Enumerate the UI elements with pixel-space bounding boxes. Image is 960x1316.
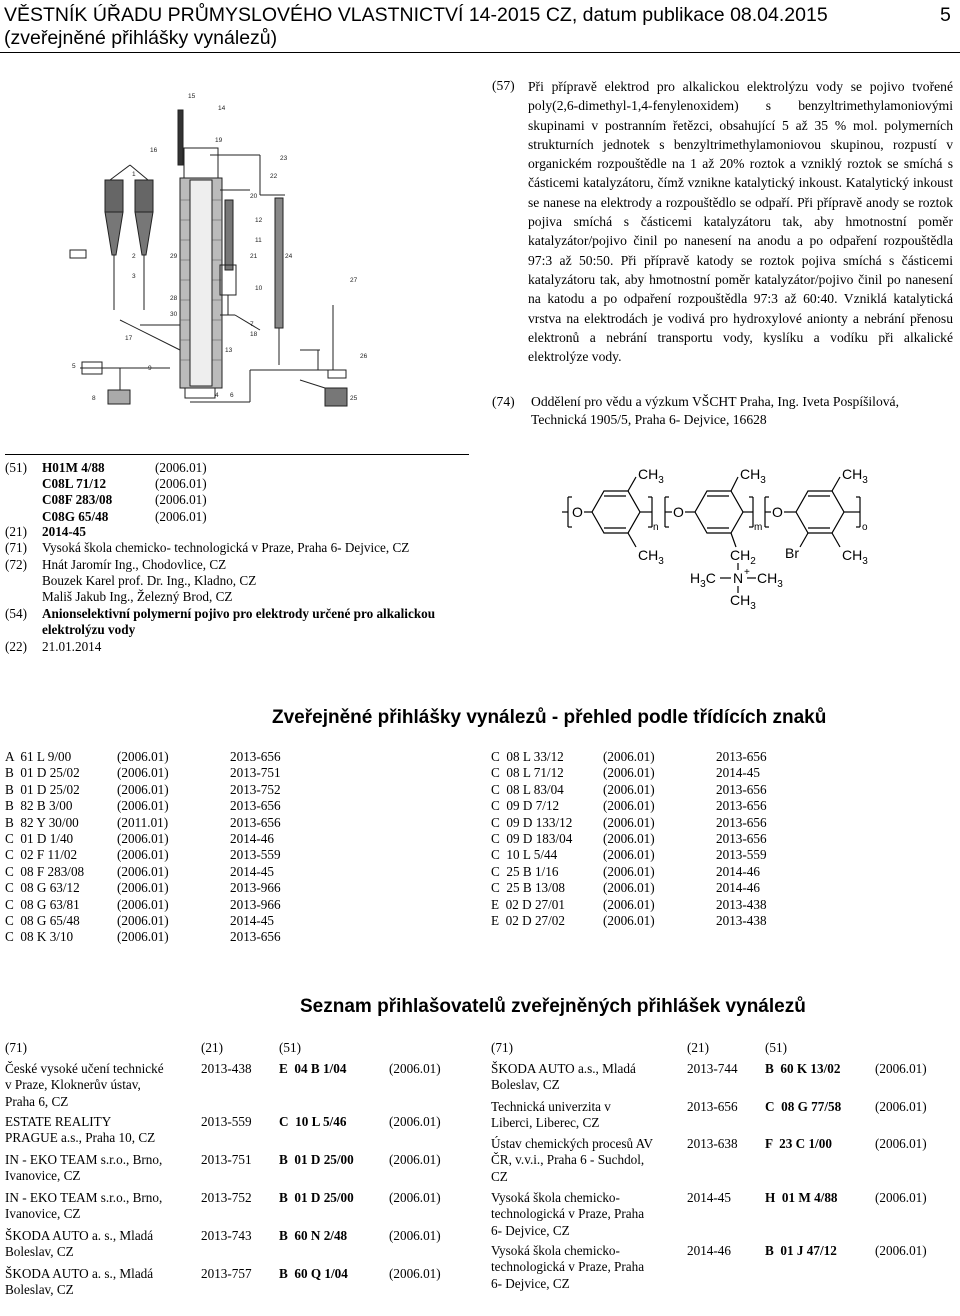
classification-row [5, 913, 305, 929]
index-o: o [862, 522, 868, 533]
application-number: 2013-656 [230, 749, 281, 764]
app-code: (21) [5, 524, 27, 539]
applicant-name-line: Boleslav, CZ [5, 1282, 74, 1298]
part-number-label: 17 [125, 335, 133, 342]
class-version: (2006.01) [603, 913, 655, 928]
class-version: (2011.01) [117, 814, 169, 830]
methyl-label: $CH_3$ [638, 547, 664, 567]
part-number-label: 11 [255, 237, 262, 244]
class-version: (2006.01) [117, 913, 169, 928]
methyl-label: $CH_3$ [638, 466, 664, 486]
part-number-label: 22 [270, 173, 278, 180]
application-number: 2013-559 [230, 847, 281, 863]
class-version: (2006.01) [603, 880, 655, 896]
ipc-class: B 01 D 25/00 [279, 1152, 354, 1167]
filing-date: 21.01.2014 [42, 639, 102, 654]
ipc-row [42, 509, 262, 525]
class-code: E 02 D 27/01 [491, 896, 565, 912]
ipc-class: B 01 J 47/12 [765, 1243, 837, 1258]
class-version: (2006.01) [603, 831, 655, 846]
application-number: 2013-656 [716, 781, 767, 797]
header-rule [0, 52, 960, 53]
application-number: 2014-46 [687, 1243, 731, 1258]
part-number-label: 19 [215, 137, 223, 144]
applicant-name-line: technologická v Praze, Praha [491, 1259, 645, 1275]
applicant-name [491, 1136, 653, 1185]
applicant-name-line: ŠKODA AUTO a. s., Mladá [5, 1228, 154, 1243]
application-number: 2014-45 [230, 863, 274, 879]
ipc-version: (2006.01) [389, 1152, 441, 1167]
ipc-row [42, 492, 262, 508]
application-number: 2013-438 [716, 896, 767, 912]
applicant-name-line: IN - EKO TEAM s.r.o., Brno, [5, 1152, 163, 1167]
applicant-entry [491, 1243, 951, 1293]
attorney-line: Oddělení pro vědu a výzkum VŠCHT Praha, Ing. Iveta Pospíšilová, [531, 394, 899, 409]
applicant-name-line: Ivanovice, CZ [5, 1206, 81, 1222]
ipc-class: C08G 65/48 [42, 508, 109, 524]
applicant-name-line: ESTATE REALITY [5, 1114, 112, 1129]
applicant-name [491, 1099, 611, 1132]
application-number: 2013-751 [230, 765, 281, 781]
class-code: C 09 D 183/04 [491, 831, 573, 846]
applicant-name-line: v Praze, Kloknerův ústav, [5, 1077, 141, 1093]
applicant-name-line: technologická v Praze, Praha [491, 1206, 645, 1222]
classification-row [491, 749, 791, 765]
charge-label: + [744, 567, 750, 578]
class-code: C 25 B 1/16 [491, 863, 559, 879]
oxygen-label: O [673, 504, 684, 520]
applicants-title: Seznam přihlašovatelů zveřejněných přihlášek vynálezů [300, 996, 806, 1017]
biblio-rule [5, 454, 469, 455]
application-number: 2013-656 [230, 798, 281, 814]
applicant-name-line: Ústav chemických procesů AV [491, 1136, 653, 1151]
class-code: C 08 L 83/04 [491, 781, 564, 797]
part-number-label: 6 [230, 392, 234, 399]
applicant-entry [491, 1136, 951, 1186]
ipc-class: B 60 K 13/02 [765, 1061, 841, 1076]
part-number-label: 13 [225, 347, 233, 354]
application-number: 2013-438 [716, 913, 767, 928]
part-number-label: 29 [170, 253, 178, 260]
date-code: (22) [5, 639, 27, 654]
part-number-label: 3 [132, 273, 136, 280]
col-header: (71) [491, 1040, 513, 1055]
ipc-class: B 01 D 25/00 [279, 1190, 354, 1205]
applicants-header-right [491, 1040, 941, 1060]
part-number-label: 18 [250, 331, 258, 338]
oxygen-label: O [572, 504, 583, 520]
classification-row [491, 864, 791, 880]
application-number: 2013-638 [687, 1136, 738, 1151]
class-code: C 08 G 63/81 [5, 896, 80, 912]
class-code: C 08 F 283/08 [5, 863, 85, 879]
index-n: n [653, 522, 659, 533]
applicant-name-line: 6- Dejvice, CZ [491, 1222, 570, 1238]
applicant-entry [491, 1190, 951, 1240]
application-number: 2013-752 [201, 1190, 252, 1205]
title-code: (54) [5, 606, 27, 621]
classification-row [5, 798, 305, 814]
part-number-label: 14 [218, 105, 226, 112]
ipc-version: (2006.01) [389, 1114, 441, 1129]
applicant-name [491, 1061, 636, 1094]
classification-row [5, 831, 305, 847]
applicant-name-line: Technická univerzita v [491, 1099, 611, 1114]
applicant-name-line: PRAGUE a.s., Praha 10, CZ [5, 1130, 156, 1146]
class-version: (2006.01) [603, 781, 655, 797]
classification-row [5, 880, 305, 896]
ipc-version: (2006.01) [389, 1228, 441, 1243]
part-number-label: 26 [360, 353, 368, 360]
application-number: 2013-966 [230, 896, 281, 912]
part-number-label: 30 [170, 311, 178, 318]
ipc-class: C 10 L 5/46 [279, 1114, 347, 1129]
applicant-name-line: IN - EKO TEAM s.r.o., Brno, [5, 1190, 163, 1205]
ipc-class: H 01 M 4/88 [765, 1190, 838, 1205]
applicant-name-line: 6- Dejvice, CZ [491, 1275, 570, 1291]
part-number-label: 7 [250, 321, 254, 328]
class-version: (2006.01) [117, 765, 169, 781]
applicants-header-left [5, 1040, 455, 1060]
applicant-name-line: Liberci, Liberec, CZ [491, 1115, 600, 1131]
part-number-label: 27 [350, 277, 358, 284]
class-code: C 09 D 7/12 [491, 798, 560, 814]
part-number-label: 15 [188, 93, 196, 100]
class-version: (2006.01) [117, 880, 169, 896]
applicant-name-line: Boleslav, CZ [5, 1244, 74, 1260]
applicant-name-line: ŠKODA AUTO a. s., Mladá [5, 1266, 154, 1281]
classification-row [491, 765, 791, 781]
classification-row [491, 831, 791, 847]
application-number: 2013-656 [716, 749, 767, 764]
application-number: 2014-45 [42, 524, 86, 539]
applicant-name [5, 1152, 162, 1185]
part-number-label: 1 [132, 171, 136, 178]
application-number: 2013-438 [201, 1061, 252, 1076]
class-version: (2006.01) [117, 896, 169, 912]
class-code: B 01 D 25/02 [5, 765, 80, 781]
class-code: C 09 D 133/12 [491, 814, 573, 830]
class-code: E 02 D 27/02 [491, 913, 565, 928]
part-number-label: 12 [255, 217, 263, 224]
methylene-label: $CH_2$ [730, 547, 756, 567]
ipc-code: (51) [5, 460, 27, 475]
inventor: Mališ Jakub Ing., Železný Brod, CZ [42, 589, 233, 604]
application-number: 2013-751 [201, 1152, 252, 1167]
inventor: Bouzek Karel prof. Dr. Ing., Kladno, CZ [42, 573, 257, 588]
classification-row [5, 847, 305, 863]
col-header: (21) [201, 1040, 223, 1055]
col-header: (51) [279, 1040, 301, 1055]
applicant-name [5, 1266, 153, 1299]
application-number: 2014-46 [716, 880, 760, 896]
class-version: (2006.01) [117, 781, 169, 797]
classification-title: Zveřejněné přihlášky vynálezů - přehled podle třídících znaků [272, 707, 827, 728]
attorney-line: Technická 1905/5, Praha 6- Dejvice, 16628 [531, 411, 767, 427]
part-number-label: 25 [350, 395, 358, 402]
invention-title: elektrolýzu vody [42, 622, 136, 637]
class-version: (2006.01) [603, 847, 655, 863]
classification-row [491, 815, 791, 831]
application-number: 2014-45 [230, 913, 274, 928]
inventor-code: (72) [5, 557, 27, 572]
ipc-version: (2006.01) [389, 1190, 441, 1205]
methyl-label: $CH_3$ [842, 547, 868, 567]
class-version: (2006.01) [603, 765, 655, 781]
part-number-label: 10 [255, 285, 263, 292]
applicant-name [5, 1061, 164, 1110]
applicant-name-line: ČR, v.v.i., Praha 6 - Suchdol, [491, 1152, 645, 1168]
class-code: C 08 L 33/12 [491, 749, 564, 764]
journal-subtitle: (zveřejněné přihlášky vynálezů) [4, 27, 278, 49]
ipc-class: C08L 71/12 [42, 476, 107, 492]
methyl-label: $H_3C$ [690, 570, 716, 590]
part-number-label: 23 [280, 155, 288, 162]
class-version: (2006.01) [603, 896, 655, 912]
abstract-code: (57) [492, 78, 515, 93]
index-m: m [754, 522, 763, 533]
application-number: 2013-656 [230, 929, 281, 945]
part-number-label: 5 [72, 363, 76, 370]
class-version: (2006.01) [603, 798, 655, 814]
classification-row [491, 798, 791, 814]
inventor: Hnát Jaromír Ing., Chodovlice, CZ [42, 557, 227, 572]
bromine-label: Br [785, 545, 799, 561]
journal-header [4, 4, 828, 50]
class-code: C 10 L 5/44 [491, 847, 558, 863]
ipc-version: (2006.01) [155, 492, 207, 508]
applicant-name [491, 1190, 644, 1239]
class-code: C 08 K 3/10 [5, 929, 74, 945]
classification-row [5, 864, 305, 880]
classification-row [5, 765, 305, 781]
ipc-version: (2006.01) [155, 508, 207, 524]
methyl-label: $CH_3$ [740, 466, 766, 486]
applicant-entry [5, 1061, 465, 1111]
apparatus-diagram [60, 70, 395, 410]
ipc-row [42, 460, 262, 476]
application-number: 2013-656 [687, 1099, 738, 1114]
part-number-label: 2 [132, 253, 136, 260]
part-number-label: 16 [150, 147, 158, 154]
col-header: (51) [765, 1040, 787, 1055]
class-version: (2006.01) [117, 847, 169, 863]
application-number: 2013-559 [716, 847, 767, 863]
class-version: (2006.01) [603, 814, 655, 830]
application-number: 2013-744 [687, 1061, 738, 1076]
classification-row [5, 897, 305, 913]
part-number-label: 28 [170, 295, 178, 302]
ipc-version: (2006.01) [875, 1061, 927, 1076]
application-number: 2014-45 [716, 765, 760, 781]
class-version: (2006.01) [117, 863, 169, 879]
class-code: C 01 D 1/40 [5, 831, 74, 846]
ipc-class: B 60 N 2/48 [279, 1228, 348, 1243]
application-number: 2013-559 [201, 1114, 252, 1129]
ipc-version: (2006.01) [875, 1190, 927, 1205]
applicant-name [5, 1228, 153, 1261]
ipc-class: F 23 C 1/00 [765, 1136, 832, 1151]
ipc-version: (2006.01) [875, 1243, 927, 1258]
application-number: 2013-757 [201, 1266, 252, 1281]
journal-title: VĚSTNÍK ÚŘADU PRŮMYSLOVÉHO VLASTNICTVÍ 14-2015 CZ, datum publikace 08.04.2015 [4, 4, 828, 26]
class-version: (2006.01) [117, 929, 169, 945]
ipc-version: (2006.01) [389, 1061, 441, 1076]
class-code: C 08 G 65/48 [5, 913, 80, 928]
applicant-name-line: České vysoké učení technické [5, 1061, 164, 1076]
invention-title: Anionselektivní polymerní pojivo pro elektrody určené pro alkalickou [42, 606, 436, 621]
class-code: C 02 F 11/02 [5, 847, 78, 863]
class-code: C 25 B 13/08 [491, 880, 566, 896]
classification-row [491, 913, 791, 929]
applicant-name-line: ŠKODA AUTO a.s., Mladá [491, 1061, 636, 1076]
applicant-name [491, 1243, 644, 1292]
methyl-label: $CH_3$ [757, 570, 783, 590]
oxygen-label: O [772, 504, 783, 520]
part-number-label: 20 [250, 193, 258, 200]
col-header: (21) [687, 1040, 709, 1055]
class-version: (2006.01) [117, 831, 169, 846]
ipc-version: (2006.01) [875, 1136, 927, 1151]
nitrogen-label: N [733, 570, 744, 586]
part-number-label: 9 [148, 365, 152, 372]
classification-row [491, 897, 791, 913]
class-code: C 08 G 63/12 [5, 880, 80, 896]
ipc-class: C 08 G 77/58 [765, 1099, 842, 1114]
class-code: C 08 L 71/12 [491, 765, 564, 781]
application-number: 2013-752 [230, 781, 281, 797]
applicant-code: (71) [5, 540, 27, 555]
application-number: 2013-656 [716, 831, 767, 846]
application-number: 2013-743 [201, 1228, 252, 1243]
methyl-label: $CH_3$ [730, 592, 756, 612]
ipc-class: H01M 4/88 [42, 460, 105, 475]
class-code: B 82 B 3/00 [5, 798, 73, 814]
class-version: (2006.01) [603, 749, 655, 764]
application-number: 2014-45 [687, 1190, 731, 1205]
application-number: 2014-46 [716, 863, 760, 879]
classification-row [5, 749, 305, 765]
application-number: 2014-46 [230, 831, 274, 846]
ipc-class: B 60 Q 1/04 [279, 1266, 348, 1281]
applicant-name-line: Ivanovice, CZ [5, 1168, 81, 1184]
page-number: 5 [940, 4, 951, 26]
attorney-block [531, 393, 899, 428]
abstract-text: Při přípravě elektrod pro alkalickou elektrolýzu vody se pojivo tvořené poly(2,6-dimethyl-1,4-fenylenoxidem) s benzyltrimethylamoniovými skupinami v postranním řetězci, obsahující 5 až 35 % mol. polymerních strukturních jednotek s benzyltrimethylamoniovou skupinou, rozpustí v organickém rozpouštědle na 1 až 20% roztok a vzniklý roztok se smíchá s částicemi katalyzátoru, čímž vznikne katalytický inkoust. Katalytický inkoust se nanese na elektrody a rozpouštědlo se odpaří. Při přípravě anody se roztok pojiva smíchá s částicemi katalyzátoru tak, aby hmotnostní poměr katalyzátor/pojivo činil po nanesení na anodu a po odpaření rozpouštědla 97:3 až 50:50. Při přípravě katody se roztok pojiva smíchá s částicemi katalyzátoru tak, aby hmotnostní poměr katalyzátor/pojivo činil po nanesení na katodu a po odpaření rozpouštědla 97:3 až 60:40. Vzniklá katalytická vrstva na elektrodách je vodivá pro hydroxylové anionty a nebrání přenosu elektronů a nebrání transportu vody, kyslíku a vodíku při alkalické elektrolýze vody. [528, 79, 953, 365]
application-number: 2013-656 [716, 814, 767, 830]
class-code: A 61 L 9/00 [5, 749, 72, 764]
applicant-name-line: Vysoká škola chemicko- [491, 1190, 620, 1205]
applicant-name-line: CZ [491, 1168, 508, 1184]
ipc-row [42, 476, 262, 492]
part-number-label: 8 [92, 395, 96, 402]
applicant-name-line: Vysoká škola chemicko- [491, 1243, 620, 1258]
ipc-version: (2006.01) [875, 1099, 927, 1114]
application-number: 2013-656 [716, 798, 767, 814]
ipc-version: (2006.01) [389, 1266, 441, 1281]
ipc-version: (2006.01) [155, 476, 207, 492]
col-header: (71) [5, 1040, 27, 1055]
class-version: (2006.01) [117, 749, 169, 764]
part-number-label: 4 [215, 392, 219, 399]
classification-row [491, 847, 791, 863]
application-number: 2013-656 [230, 814, 281, 830]
ipc-class: C08F 283/08 [42, 492, 113, 508]
classification-row [491, 782, 791, 798]
applicant-name-line: Praha 6, CZ [5, 1093, 69, 1109]
application-number: 2013-966 [230, 880, 281, 896]
ipc-version: (2006.01) [155, 460, 207, 475]
applicant: Vysoká škola chemicko- technologická v Praze, Praha 6- Dejvice, CZ [42, 540, 410, 555]
attorney-code: (74) [492, 394, 515, 409]
classification-row [5, 782, 305, 798]
part-number-label: 24 [285, 253, 293, 260]
classification-row [491, 880, 791, 896]
class-code: B 82 Y 30/00 [5, 814, 79, 830]
methyl-label: $CH_3$ [842, 466, 868, 486]
applicant-name [5, 1114, 155, 1147]
applicant-name-line: Boleslav, CZ [491, 1077, 560, 1093]
applicant-entry [5, 1266, 465, 1316]
classification-row [5, 929, 305, 945]
ipc-class: E 04 B 1/04 [279, 1061, 347, 1076]
part-number-label: 21 [250, 253, 258, 260]
class-version: (2006.01) [117, 798, 169, 814]
class-code: B 01 D 25/02 [5, 781, 80, 797]
class-version: (2006.01) [603, 863, 655, 879]
applicant-name [5, 1190, 162, 1223]
structural-formula [560, 462, 900, 612]
classification-row [5, 815, 305, 831]
